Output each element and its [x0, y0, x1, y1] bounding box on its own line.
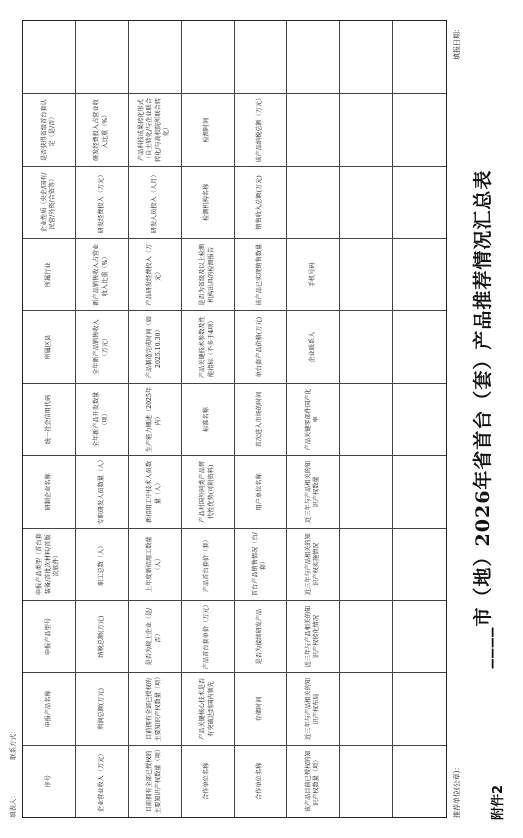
- table-cell: 首台产品销售情况（台/套）: [235, 528, 288, 600]
- footer-note: [8, 697, 17, 818]
- table-cell: 企业联系人: [287, 310, 340, 382]
- table-cell: 该产品目前已授权的知识产权数量（项）: [287, 745, 340, 817]
- table-cell: 单台套产品价格(万元): [235, 310, 288, 382]
- table-cell-empty: [182, 21, 235, 93]
- table-cell: 研制企业名称: [23, 455, 76, 527]
- table-cell: 利润总额(万元): [76, 672, 129, 744]
- table-cell: 企业营业收入（万元）: [76, 745, 129, 817]
- table-cell: 目前拥有全部已授权的主要知识产权数量（项）: [129, 672, 182, 744]
- table-cell: 销售收入总额(万元): [235, 166, 288, 238]
- table-cell: 申报产品名称: [23, 672, 76, 744]
- table-cell: [287, 93, 340, 165]
- table-cell: 产品关键核心技术是否有突破达到国内领先: [182, 672, 235, 744]
- table-cell-empty: [340, 600, 393, 672]
- table-cell: [287, 166, 340, 238]
- table-cell: 申报产品类型（首台套装备/首批次材料/首版次软件）: [23, 528, 76, 600]
- table-cell: 全年新产品销售收入（万元）: [76, 310, 129, 382]
- table-cell-serial: 序号: [23, 745, 76, 817]
- table-cell: 该产品纳税总额（万元）: [235, 93, 288, 165]
- table-cell: 手机号码: [287, 238, 340, 310]
- table-cell-empty: [340, 166, 393, 238]
- table-cell-empty: [393, 383, 446, 455]
- table-cell: 检测时间: [182, 93, 235, 165]
- table-cell: 目前拥有全部已授权的主要知识产权数量（项）: [129, 745, 182, 817]
- table-cell: 检测机构名称: [182, 166, 235, 238]
- table-cell: 产品首台套单价（万元）: [182, 600, 235, 672]
- table-cell: 全年新产品开发数量（项）: [76, 383, 129, 455]
- table-cell-empty: [393, 238, 446, 310]
- reporting-unit-label: 推荐单位(公章)：: [453, 763, 461, 818]
- table-cell: 用户单位名称: [235, 455, 288, 527]
- table-cell: 该产品已实现销售数量: [235, 238, 288, 310]
- table-cell-empty: [393, 455, 446, 527]
- table-cell: 产品关键技术参数及性能指标（不多于4项）: [182, 310, 235, 382]
- table-cell: 产品科技成果转化形式（自主转化/与企业联合转化/与高校院所联合转化）: [129, 93, 182, 165]
- table-cell: 所属行业: [23, 238, 76, 310]
- table-cell: 是否为规上企业（是/否）: [129, 600, 182, 672]
- table-cell-empty: [340, 383, 393, 455]
- table-cell: 合作单位名称: [235, 745, 288, 817]
- table-cell-empty: [393, 745, 446, 817]
- table-cell: 产品首台套价（套）: [182, 528, 235, 600]
- table-cell: 职工总数（人）: [76, 528, 129, 600]
- table-cell: 近三年与产品相关的知识产权转化情况: [287, 600, 340, 672]
- table-cell-empty: [23, 21, 76, 93]
- reviewer-label: 填表人：: [9, 792, 17, 818]
- table-cell-empty: [340, 745, 393, 817]
- summary-table: [22, 20, 447, 818]
- table-cell-empty: [393, 166, 446, 238]
- table-cell-empty: [76, 21, 129, 93]
- table-cell-empty: [340, 528, 393, 600]
- table-cell-empty: [235, 21, 288, 93]
- table-cell-empty: [287, 21, 340, 93]
- table-cell: 统一社会信用代码: [23, 383, 76, 455]
- page-title: ____市（地）2026年省首台（套）产品推荐情况汇总表: [472, 169, 494, 669]
- table-cell: 近三年与产品相关的知识产权实施情况: [287, 528, 340, 600]
- table-cell: 产品制造完成时间（如2025.10.30）: [129, 310, 182, 382]
- table-cell: 存储时间: [235, 672, 288, 744]
- table-cell: 是否为接续研发产品: [235, 600, 288, 672]
- table-cell: 产品研发经费投入（万元）: [129, 238, 182, 310]
- table-cell: 所属区县: [23, 310, 76, 382]
- table-cell-empty: [340, 93, 393, 165]
- table-cell: 首次进入市场的时间: [235, 383, 288, 455]
- fill-date-label: 填报日期：: [453, 25, 461, 60]
- table-cell: 新招用工中技术人员数量（人）: [129, 455, 182, 527]
- table-cell-empty: [340, 310, 393, 382]
- table-cell: 是否为省级及以上检测机构出具的检测报告: [182, 238, 235, 310]
- table-cell: 近三年与产品相关的知识产权数量: [287, 455, 340, 527]
- table-cell: 纳税总额(万元): [76, 600, 129, 672]
- table-cell: 是否获得省级首台套认定（是/否）: [23, 93, 76, 165]
- table-cell-empty: [340, 21, 393, 93]
- table-cell: 标准名称: [182, 383, 235, 455]
- table-cell: 专职研发人员数量（人）: [76, 455, 129, 527]
- table-cell-empty: [393, 93, 446, 165]
- table-cell: 生产能力概述（2025年内）: [129, 383, 182, 455]
- table-cell-empty: [393, 21, 446, 93]
- table-cell: 合作单位名称: [182, 745, 235, 817]
- table-cell: 研发经费投入占营业收入比重（%）: [76, 93, 129, 165]
- table-cell-empty: [340, 238, 393, 310]
- contact-label: 联系方式：: [9, 727, 17, 760]
- table-cell-empty: [340, 672, 393, 744]
- table-cell-empty: [393, 600, 446, 672]
- table-cell: 产品对国外同类产品替代性优势(可附资料): [182, 455, 235, 527]
- table-cell-empty: [393, 672, 446, 744]
- table-cell-empty: [129, 21, 182, 93]
- table-cell-empty: [340, 455, 393, 527]
- table-cell: 产品关键零部件国产化率: [287, 383, 340, 455]
- table-cell: 研发人员投入（人月）: [129, 166, 182, 238]
- table-cell: 上年度新招用工数量（人）: [129, 528, 182, 600]
- attachment-label: 附件2: [491, 784, 506, 820]
- table-cell: 近三年与产品相关的知识产权布局: [287, 672, 340, 744]
- table-cell: 研发经费投入（万元）: [76, 166, 129, 238]
- table-cell-empty: [393, 528, 446, 600]
- table-cell-empty: [393, 310, 446, 382]
- table-cell: 企业性质（央企/国有/民营/外资/合资等）: [23, 166, 76, 238]
- table-cell: 申报产品型号: [23, 600, 76, 672]
- table-cell: 新产品销售收入占营业收入比重（%）: [76, 238, 129, 310]
